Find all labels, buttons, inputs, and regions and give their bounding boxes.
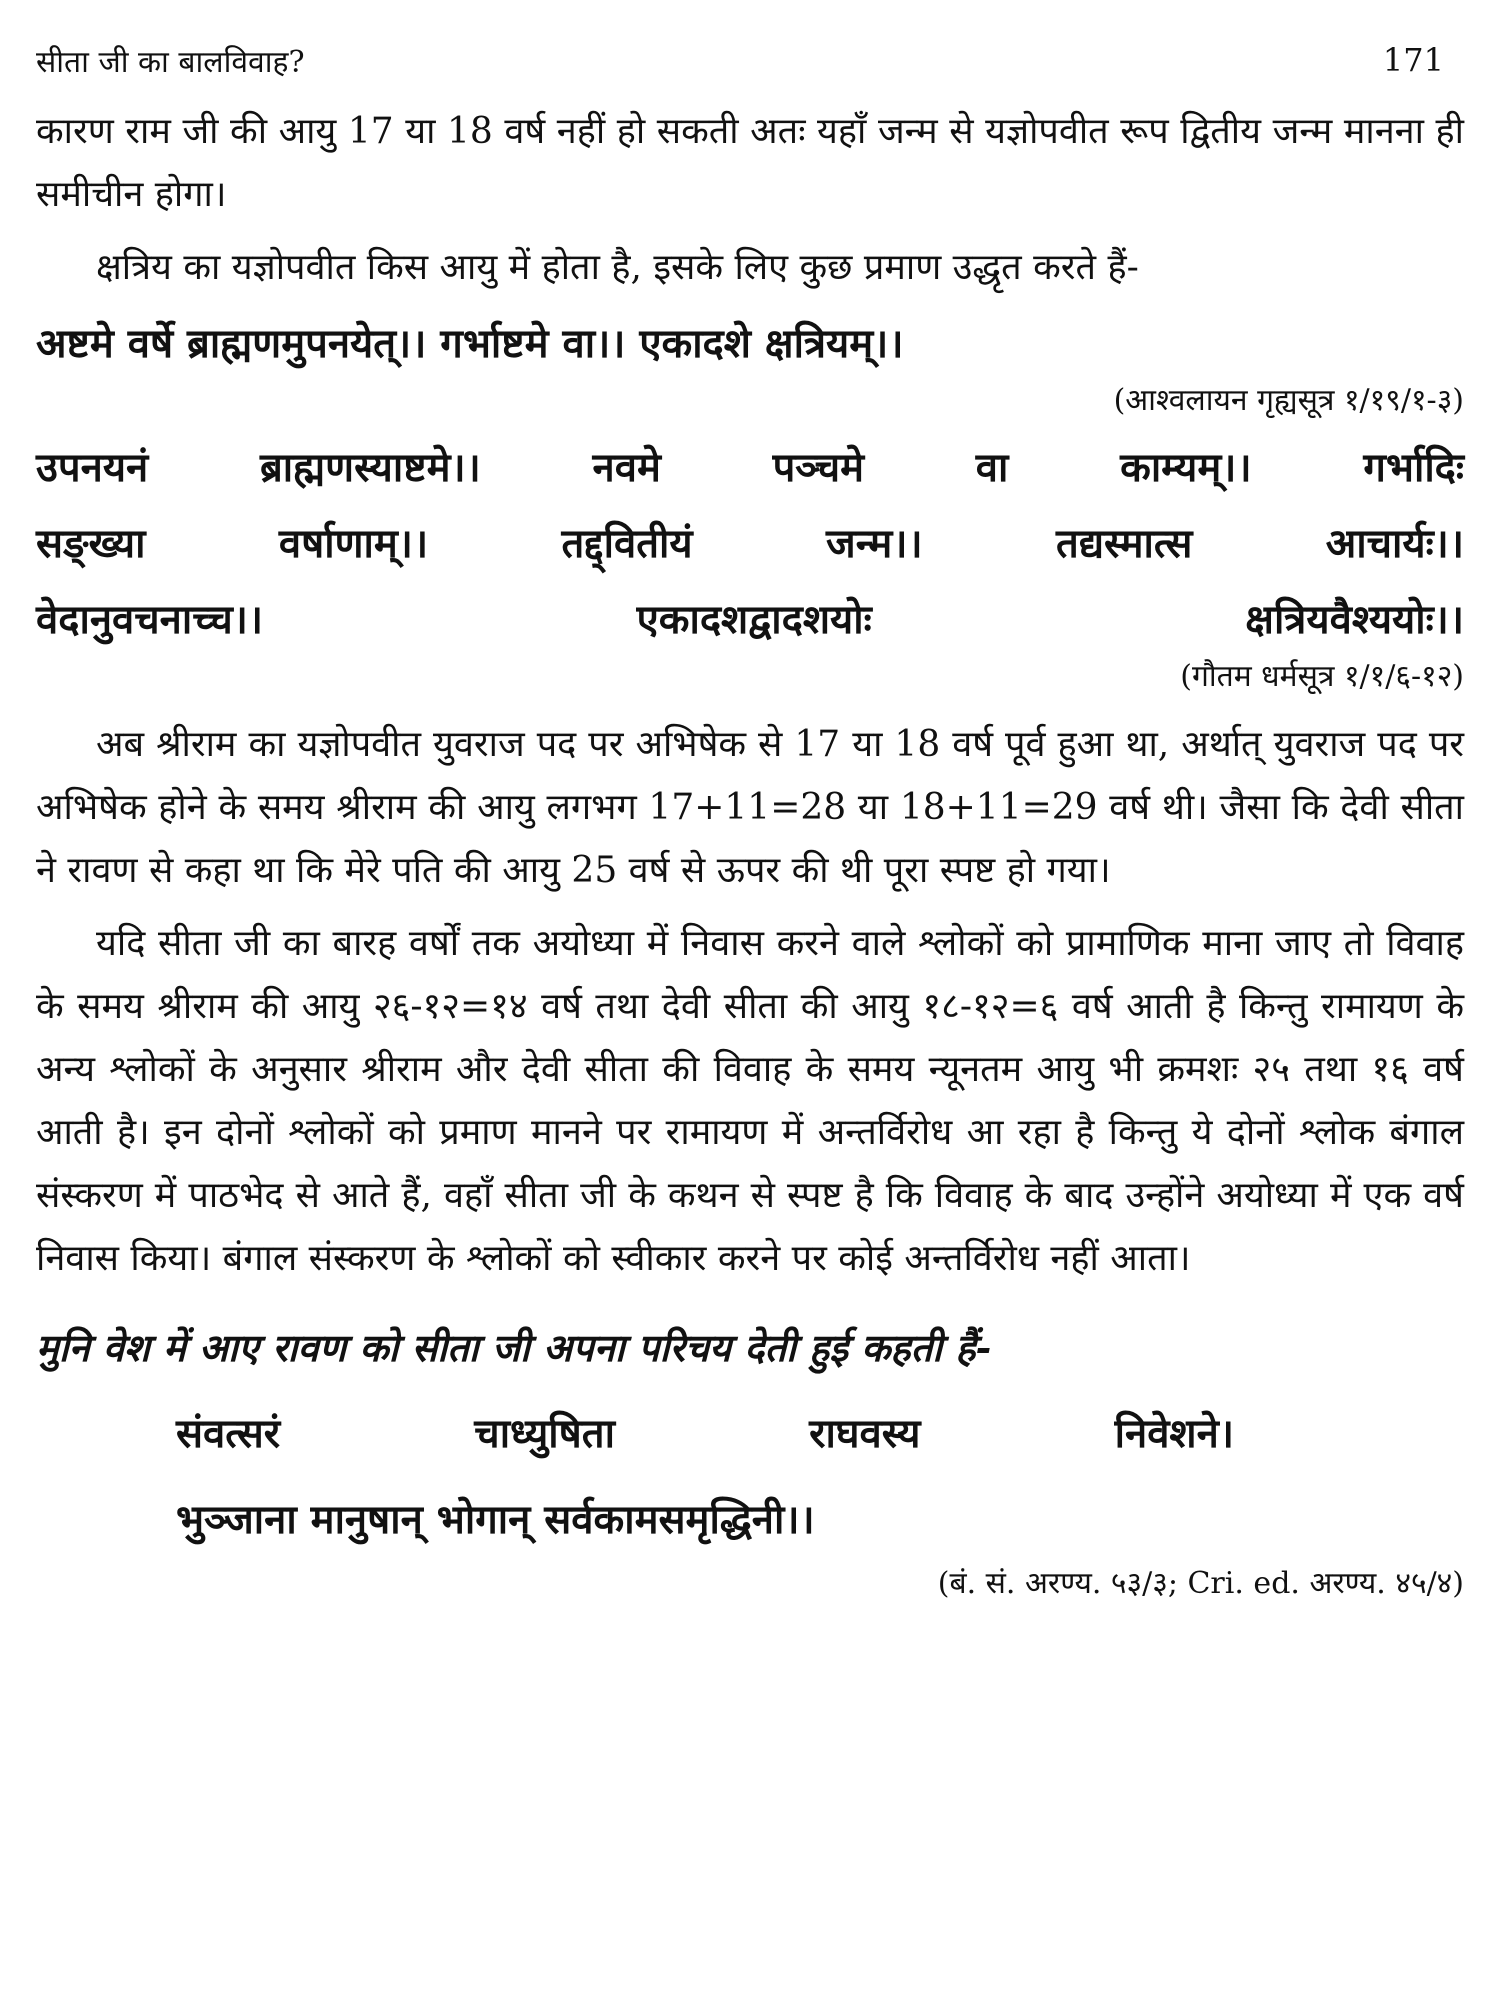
verse-gautama-line-2: सङ्ख्या वर्षाणाम्।। तद्द्वितीयं जन्म।। तद्यस्मात्स आचार्यः।। [36,520,1464,567]
paragraph-3: अब श्रीराम का यज्ञोपवीत युवराज पद पर अभिषेक से 17 या 18 वर्ष पूर्व हुआ था, अर्थात् युवराज पद पर अभिषेक होने के समय श्रीराम की आयु लगभग 17+11=28 या 18+11=29 वर्ष थी। जैसा कि देवी सीता ने रावण से कहा था कि मेरे पति की आयु 25 वर्ष से ऊपर की थी पूरा स्पष्ट हो गया। [36,724,1464,891]
verse-sita-line-1: संवत्सरं चाध्युषिता राघवस्य निवेशने। [176,1410,1234,1457]
verse-gautama-line-1: उपनयनं ब्राह्मणस्याष्टमे।। नवमे पञ्चमे वा काम्यम्।। गर्भादिः [36,444,1464,491]
verse-sita-line-2: भुञ्जाना मानुषान् भोगान् सर्वकामसमृद्धिनी।। [176,1496,815,1543]
paragraph-1: कारण राम जी की आयु 17 या 18 वर्ष नहीं हो सकती अतः यहाँ जन्म से यज्ञोपवीत रूप द्वितीय जन्म मानना ही समीचीन होगा। [36,111,1464,215]
running-title: सीता जी का बालविवाह? [36,44,305,80]
page-number: 171 [1382,41,1444,79]
citation-gautama: (गौतम धर्मसूत्र १/१/६-१२) [1180,659,1464,694]
verse-ashvalayana: अष्टमे वर्षे ब्राह्मणमुपनयेत्।। गर्भाष्टमे वा।। एकादशे क्षत्रियम्।। [36,320,904,367]
verse-gautama-line-3: वेदानुवचनाच्च।। एकादशद्वादशयोः क्षत्रियवैश्ययोः।। [36,596,1464,643]
citation-ashvalayana: (आश्वलायन गृह्यसूत्र १/१९/१-३) [1113,383,1464,418]
citation-ramayana: (बं. सं. अरण्य. ५३/३; Cri. ed. अरण्य. ४५/४) [937,1566,1464,1601]
paragraph-4: यदि सीता जी का बारह वर्षों तक अयोध्या में निवास करने वाले श्लोकों को प्रामाणिक माना जाए तो विवाह के समय श्रीराम की आयु २६-१२=१४ वर्ष तथा देवी सीता की आयु १८-१२=६ वर्ष आती है किन्तु रामायण के अन्य श्लोकों के अनुसार श्रीराम और देवी सीता की विवाह के समय न्यूनतम आयु भी क्रमशः २५ तथा १६ वर्ष आती है। इन दोनों श्लोकों को प्रमाण मानने पर रामायण में अन्तर्विरोध आ रहा है किन्तु ये दोनों श्लोक बंगाल संस्करण में पाठभेद से आते हैं, वहाँ सीता जी के कथन से स्पष्ट है कि विवाह के बाद उन्होंने अयोध्या में एक वर्ष निवास किया। बंगाल संस्करण के श्लोकों को स्वीकार करने पर कोई अन्तर्विरोध नहीं आता। [36,923,1464,1279]
page-body [36,100,1464,1608]
paragraph-2: क्षत्रिय का यज्ञोपवीत किस आयु में होता है, इसके लिए कुछ प्रमाण उद्धृत करते हैं- [96,247,1139,288]
lead-in-heading: मुनि वेश में आए रावण को सीता जी अपना परिचय देती हुई कहती हैं- [36,1325,992,1370]
page-header [36,30,1464,90]
